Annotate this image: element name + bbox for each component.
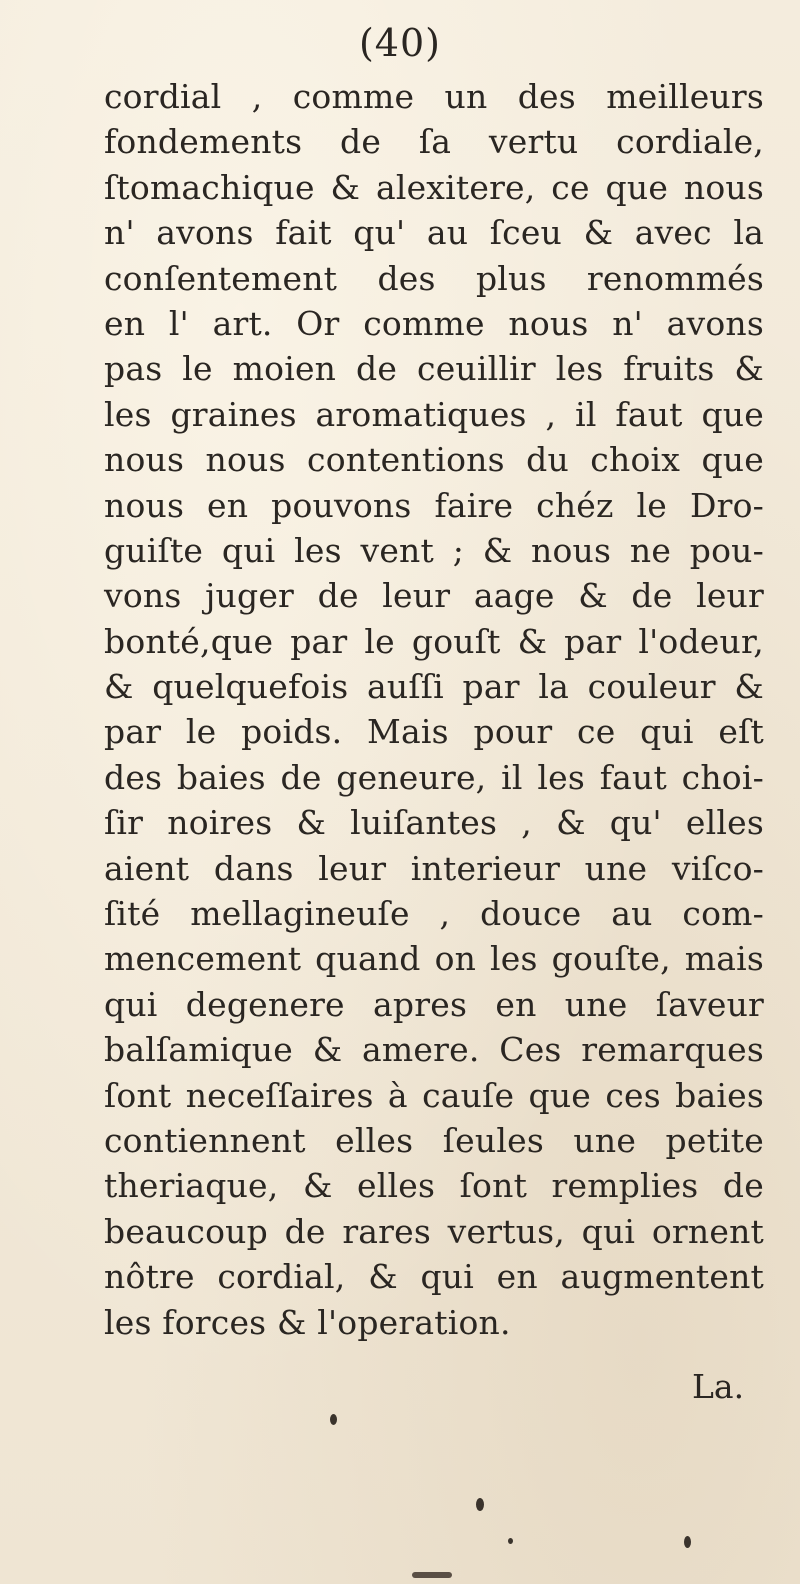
text-line: en l' art. Or comme nous n' avons <box>104 303 764 343</box>
text-line: nous nous contentions du choix que <box>104 440 764 480</box>
text-line: pas le moien de ceuillir les fruits & <box>104 349 764 389</box>
text-line: guiſte qui les vent ; & nous ne pou- <box>104 530 764 570</box>
text-line: par le poids. Mais pour ce qui eſt <box>104 712 764 752</box>
text-line: conſentement des plus renommés <box>104 258 764 298</box>
text-line: theriaque, & elles ſont remplies de <box>104 1166 764 1206</box>
text-line: bonté,que par le gouſt & par l'odeur, <box>104 621 764 661</box>
page-number: (40) <box>358 21 441 65</box>
catchword: La. <box>692 1367 745 1406</box>
text-line: nous en pouvons faire chéz le Dro- <box>104 485 764 525</box>
ink-speck <box>684 1536 691 1548</box>
text-line: mencement quand on les gouſte, mais <box>104 939 764 979</box>
text-line: nôtre cordial, & qui en augmentent <box>104 1257 764 1297</box>
text-line: fondements de ſa vertu cordiale, <box>104 122 764 162</box>
text-line: & quelquefois auſſi par la couleur & <box>104 667 764 707</box>
text-line: cordial , comme un des meilleurs <box>104 77 764 116</box>
body-text <box>104 74 764 1345</box>
text-line: ſont neceſſaires à cauſe que ces baies <box>104 1075 764 1115</box>
text-line: aient dans leur interieur une viſco- <box>104 848 764 888</box>
text-line: ſir noires & luiſantes , & qu' elles <box>104 803 764 843</box>
text-line: ſtomachique & alexitere, ce que nous <box>104 167 764 207</box>
text-line: qui degenere apres en une ſaveur <box>104 984 764 1024</box>
text-line: les forces & l'operation. <box>104 1302 511 1342</box>
ink-speck <box>508 1538 513 1544</box>
ink-speck <box>330 1414 337 1425</box>
text-line: les graines aromatiques , il faut que <box>104 394 764 434</box>
text-line: vons juger de leur aage & de leur <box>104 576 764 616</box>
text-line: des baies de geneure, il les faut choi- <box>104 757 764 797</box>
text-line: balſamique & amere. Ces remarques <box>104 1030 764 1070</box>
text-line: beaucoup de rares vertus, qui ornent <box>104 1211 764 1251</box>
text-line: contiennent elles ſeules une petite <box>104 1120 764 1160</box>
text-line: n' avons fait qu' au ſceu & avec la <box>104 213 764 253</box>
text-line: ſité mellagineuſe , douce au com- <box>104 894 764 934</box>
ink-speck <box>412 1572 452 1578</box>
ink-speck <box>476 1498 484 1511</box>
